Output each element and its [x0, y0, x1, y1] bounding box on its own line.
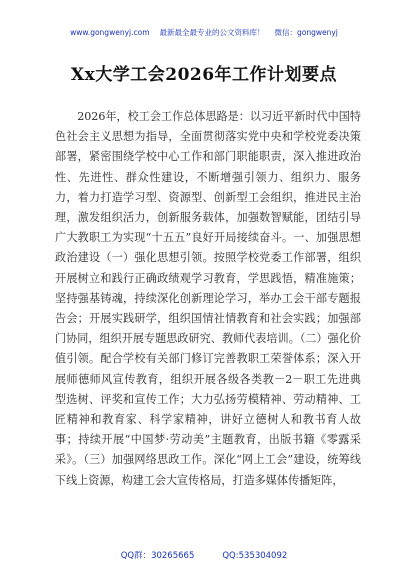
- header-tagline: 最新最全最专业的公文资料库！: [159, 28, 265, 37]
- header-site-url[interactable]: www.gongwenyj.com: [70, 28, 150, 37]
- footer-qq: QQ:535304092: [222, 551, 288, 561]
- header-wechat: 微信：gongwenyj: [274, 28, 338, 37]
- footer-qq-group: QQ群：30265665: [120, 551, 195, 561]
- page-footer: [0, 551, 408, 562]
- document-title: Xx大学工会2026年工作计划要点: [70, 65, 338, 85]
- document-body: 2026年，校工会工作总体思路是：以习近平新时代中国特色社会主义思想为指导，全面贯彻落实党中央和学校党委决策部署，紧密围绕学校中心工作和部门职能职责，深入推进政治性、先进性、群众性建设，不断增强引领力、组织力、服务力，着力打造学习型、资源型、创新型工会组织，推进民主治理，激发组织活力，创新服务载体，加强数智赋能，团结引导广大教职工为实现“十五五”良好开局接续奋斗。一、加强思想政治建设（一）强化思想引领。按照学校党委工作部署，组织开展树立和践行正确政绩观学习教育，学思践悟，精准施策；坚持强基铸魂，持续深化创新理论学习，举办工会干部专题报告会；开展实践研学，组织国情社情教育和社会实践；加强部门协同，组织开展专题思政研究、教师代表培训。（二）强化价值引领。配合学校有关部门修订完善教职工荣誉体系；深入开展师德师风宣传教育，组织开展各级各类教－2－职工先进典型选树、评奖和宣传工作；大力弘扬劳模精神、劳动精神、工匠精神和教育家、科学家精神，讲好立德树人和教书育人故事；持续开展“中国梦·劳动美”主题教育，出版书籍《零露采采》。（三）加强网络思政工作。深化“网上工会”建设，统筹线下线上资源，构建工会大宣传格局，打造多媒体传播矩阵，: [55, 110, 361, 487]
- page-header: [0, 28, 408, 38]
